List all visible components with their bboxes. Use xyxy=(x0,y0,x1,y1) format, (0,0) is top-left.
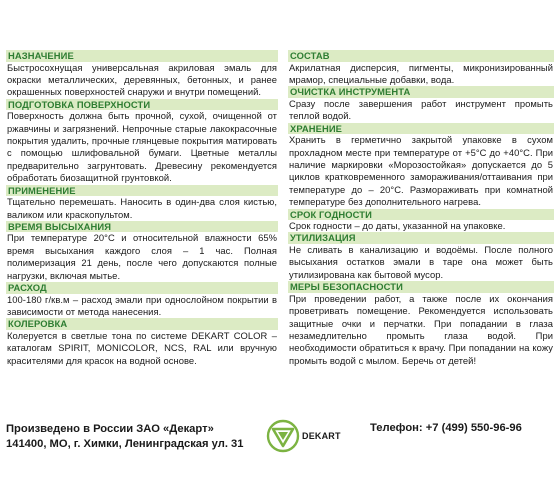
made-in-russia-text: Произведено в России ЗАО «Декарт» xyxy=(6,423,214,435)
section-title-composition: СОСТАВ xyxy=(288,50,554,62)
section-text-storage: Хранить в герметично закрытой упаковке в сухом прохладном месте при температуре от +5°С до +40°С. При наличие маркировки «Морозостойкая» допускается до 5 циклов кратковременного замораживания/оттаивания при температуре до – 20°С. Размораживать при комнатной температуре без дополнительного нагрева. xyxy=(289,134,553,208)
section-title-surface-prep: ПОДГОТОВКА ПОВЕРХНОСТИ xyxy=(6,99,278,111)
section-text-shelf-life: Срок годности – до даты, указанной на упаковке. xyxy=(289,220,506,232)
section-title-shelf-life: СРОК ГОДНОСТИ xyxy=(288,209,554,221)
section-text-application: Тщательно перемешать. Наносить в один-два слоя кистью, валиком или краскопультом. xyxy=(7,196,277,220)
section-text-disposal: Не сливать в канализацию и водоёмы. После полного высыхания остатков эмали в таре она может быть утилизирована как бытовой мусор. xyxy=(289,243,553,280)
section-title-purpose: НАЗНАЧЕНИЕ xyxy=(6,50,278,62)
section-text-tool-cleaning: Сразу после завершения работ инструмент промыть теплой водой. xyxy=(289,97,553,122)
section-title-application: ПРИМЕНЕНИЕ xyxy=(6,185,278,197)
section-text-surface-prep: Поверхность должна быть прочной, сухой, очищенной от ржавчины и загрязнений. Непрочные старые лакокрасочные покрытия удалить, прочные глянцевые покрытия матировать с помощью шлифовальной бумаги. Цветные металлы предварительно загрунтовать. Древесину рекомендуется обработать биозащитной грунтовкой. xyxy=(7,110,277,184)
dekart-triangle-logo-icon xyxy=(266,419,300,453)
section-title-tool-cleaning: ОЧИСТКА ИНСТРУМЕНТА xyxy=(288,86,554,98)
section-title-consumption: РАСХОД xyxy=(6,282,278,294)
section-text-composition: Акрилатная дисперсия, пигменты, микронизированный мрамор, специальные добавки, вода. xyxy=(289,61,553,85)
section-text-drying-time: При температуре 20°С и относительной влажности 65% время высыхания каждого слоя – 1 час. Полная полимеризация 21 день, после чего допускаются полные нагрузки, включая мытье. xyxy=(7,232,277,281)
section-text-safety: При проведении работ, а также после их окончания проветривать помещение. Рекомендуется использовать защитные очки и перчатки. При попадании в глаза незамедлительно промыть глаза водой. При необходимости обратиться к врачу. При попадании на кожу промыть водой с мылом. Беречь от детей! xyxy=(289,292,553,366)
left-column xyxy=(6,50,278,367)
section-title-disposal: УТИЛИЗАЦИЯ xyxy=(288,232,554,244)
dekart-logo xyxy=(266,418,346,454)
section-title-drying-time: ВРЕМЯ ВЫСЫХАНИЯ xyxy=(6,221,278,233)
right-column xyxy=(288,50,554,367)
section-title-safety: МЕРЫ БЕЗОПАСНОСТИ xyxy=(288,281,554,293)
section-text-tinting: Колеруется в светлые тона по системе DEKART COLOR – каталогам SPIRIT, MONICOLOR, NCS, RAL или вручную красителями для красок на водной основе. xyxy=(7,329,277,366)
phone-number: Телефон: +7 (499) 550-96-96 xyxy=(370,422,522,434)
manufacturer-info xyxy=(6,422,244,452)
section-title-storage: ХРАНЕНИЕ xyxy=(288,123,554,135)
section-title-tinting: КОЛЕРОВКА xyxy=(6,318,278,330)
manufacturer-address: 141400, МО, г. Химки, Ленинградская ул. 31 xyxy=(6,438,244,450)
section-text-purpose: Быстросохнущая универсальная акриловая эмаль для окраски металлических, деревянных, бетонных, и ранее окрашенных поверхностей снаружи и внутри помещений. xyxy=(7,61,277,98)
dekart-logo-text: DEKART xyxy=(302,431,341,441)
section-text-consumption: 100-180 г/кв.м – расход эмали при однослойном покрытии в зависимости от метода нанесения. xyxy=(7,293,277,317)
